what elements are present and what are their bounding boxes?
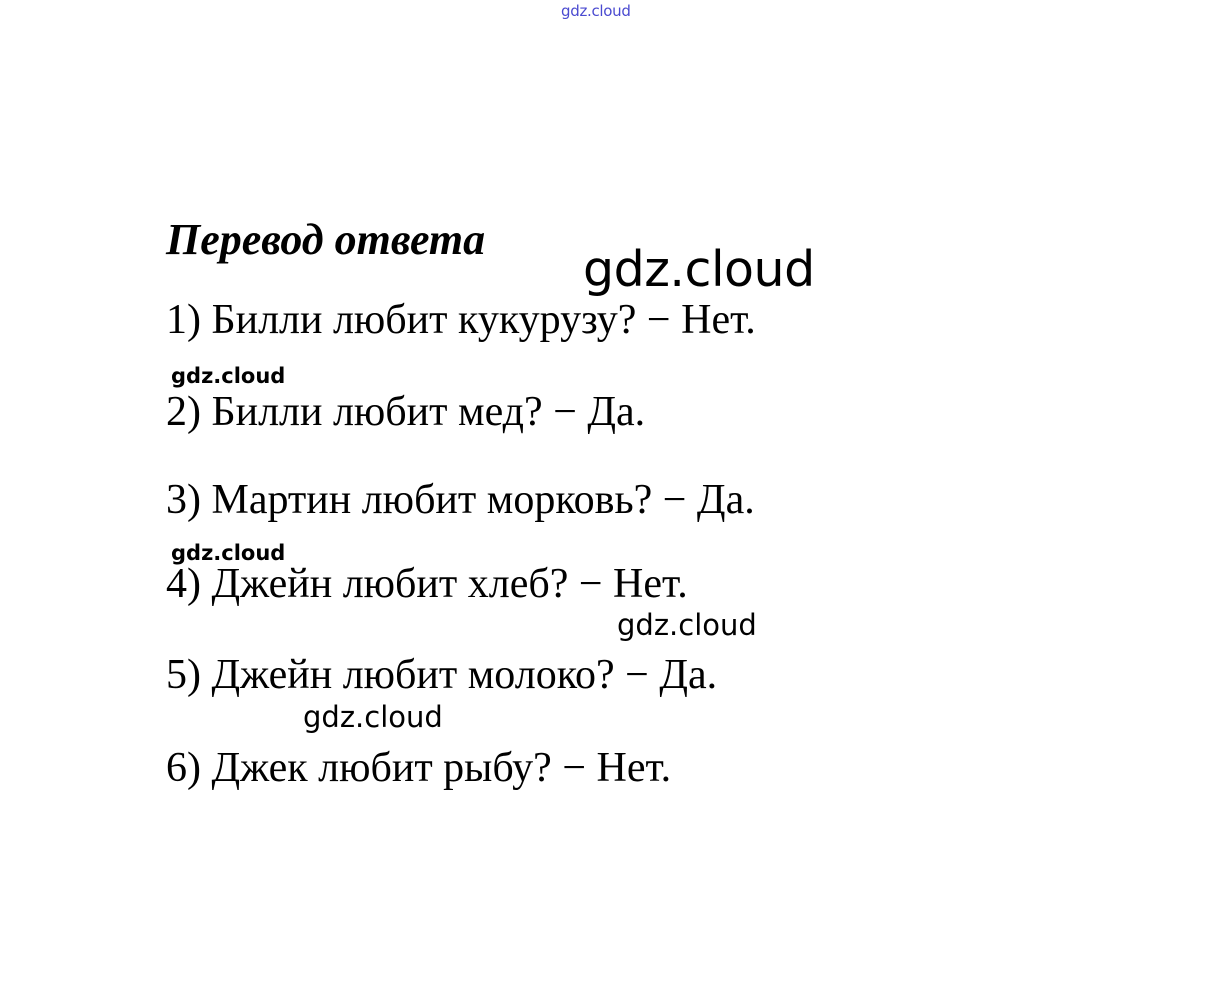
watermark-2: gdz.cloud — [171, 541, 286, 565]
answer-line-2: 2) Билли любит мед? − Да. — [166, 389, 646, 435]
watermark-3: gdz.cloud — [617, 608, 757, 642]
watermark-top: gdz.cloud — [561, 2, 631, 20]
answer-line-4: 4) Джейн любит хлеб? − Нет. — [166, 561, 688, 607]
answer-line-6: 6) Джек любит рыбу? − Нет. — [166, 745, 672, 791]
watermark-large: gdz.cloud — [583, 241, 815, 298]
page-title: Перевод ответа — [166, 215, 486, 264]
watermark-4: gdz.cloud — [303, 700, 443, 734]
answer-line-5: 5) Джейн любит молоко? − Да. — [166, 652, 718, 698]
answer-line-1: 1) Билли любит кукурузу? − Нет. — [166, 297, 756, 343]
watermark-1: gdz.cloud — [171, 364, 286, 388]
answer-line-3: 3) Мартин любит морковь? − Да. — [166, 477, 755, 523]
